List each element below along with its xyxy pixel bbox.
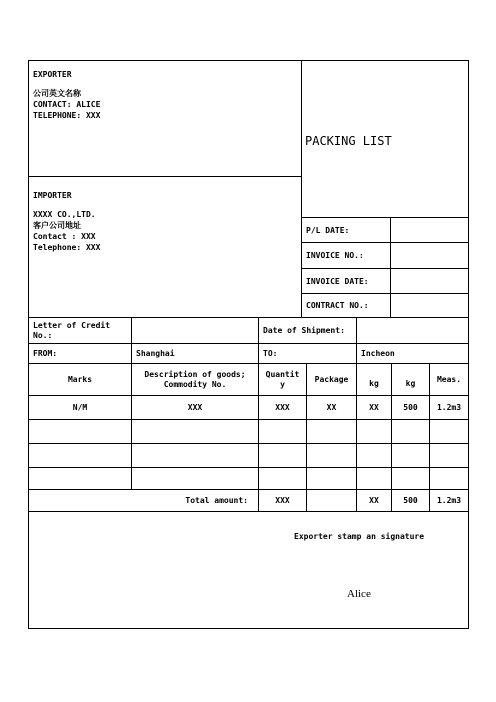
shipment-date-value: [356, 317, 468, 343]
exporter-heading: EXPORTER: [33, 70, 72, 79]
table-cell: N/M: [29, 395, 131, 419]
invoice-no-label: INVOICE NO.:: [301, 242, 390, 268]
table-cell: [29, 443, 131, 467]
table-cell: [356, 419, 391, 443]
table-cell: [306, 419, 356, 443]
col-package: Package: [306, 363, 356, 395]
table-cell: 1.2m3: [429, 395, 468, 419]
importer-telephone: Telephone: XXX: [33, 243, 101, 252]
table-cell: [29, 419, 131, 443]
table-cell: [356, 467, 391, 489]
title-block: [301, 61, 468, 217]
importer-block: [29, 176, 301, 317]
table-cell: XX: [306, 395, 356, 419]
total-label: Total amount:: [29, 489, 258, 511]
importer-company: XXXX CO.,LTD.: [33, 210, 96, 219]
lc-label: Letter of Credit No.:: [29, 317, 131, 343]
total-meas: 1.2m3: [429, 489, 468, 511]
col-marks: Marks: [29, 363, 131, 395]
col-quantity: Quantity: [258, 363, 306, 395]
table-cell: [29, 467, 131, 489]
importer-heading: IMPORTER: [33, 191, 72, 200]
invoice-no-value: [390, 242, 468, 268]
pl-date-value: [390, 217, 468, 242]
table-cell: [258, 443, 306, 467]
exporter-company: 公司英文名称: [33, 89, 81, 98]
table-cell: [306, 467, 356, 489]
exporter-contact: CONTACT: ALICE: [33, 100, 101, 109]
signature: Alice: [347, 588, 371, 600]
packing-list-sheet: [28, 60, 469, 629]
exporter-block: [29, 61, 301, 176]
table-cell: [429, 443, 468, 467]
total-quantity: XXX: [258, 489, 306, 511]
table-cell: [429, 419, 468, 443]
pl-date-label: P/L DATE:: [301, 217, 390, 242]
exporter-telephone: TELEPHONE: XXX: [33, 111, 101, 120]
table-cell: XXX: [258, 395, 306, 419]
table-cell: [131, 467, 258, 489]
doc-title: PACKING LIST: [305, 134, 392, 148]
table-cell: 500: [391, 395, 429, 419]
table-cell: [131, 443, 258, 467]
importer-contact: Contact : XXX: [33, 232, 96, 241]
table-cell: [391, 443, 429, 467]
invoice-date-value: [390, 268, 468, 293]
col-kg-2: kg: [391, 363, 429, 395]
footer-block: [29, 511, 468, 628]
total-kg-2: 500: [391, 489, 429, 511]
col-kg-1: kg: [356, 363, 391, 395]
col-description: Description of goods; Commodity No.: [131, 363, 258, 395]
table-cell: [258, 467, 306, 489]
table-cell: [356, 443, 391, 467]
from-label: FROM:: [29, 343, 131, 363]
total-kg-1: XX: [356, 489, 391, 511]
importer-address: 客户公司地址: [33, 221, 81, 230]
lc-value: [131, 317, 258, 343]
table-cell: [131, 419, 258, 443]
invoice-date-label: INVOICE DATE:: [301, 268, 390, 293]
table-cell: [258, 419, 306, 443]
stamp-label: Exporter stamp an signature: [294, 532, 425, 541]
table-cell: [391, 467, 429, 489]
total-package: [306, 489, 356, 511]
contract-no-label: CONTRACT NO.:: [301, 293, 390, 317]
shipment-date-label: Date of Shipment:: [258, 317, 356, 343]
table-cell: [391, 419, 429, 443]
col-meas: Meas.: [429, 363, 468, 395]
table-cell: XXX: [131, 395, 258, 419]
table-cell: XX: [356, 395, 391, 419]
contract-no-value: [390, 293, 468, 317]
to-value: Incheon: [356, 343, 468, 363]
table-cell: [429, 467, 468, 489]
to-label: TO:: [258, 343, 356, 363]
from-value: Shanghai: [131, 343, 258, 363]
table-cell: [306, 443, 356, 467]
